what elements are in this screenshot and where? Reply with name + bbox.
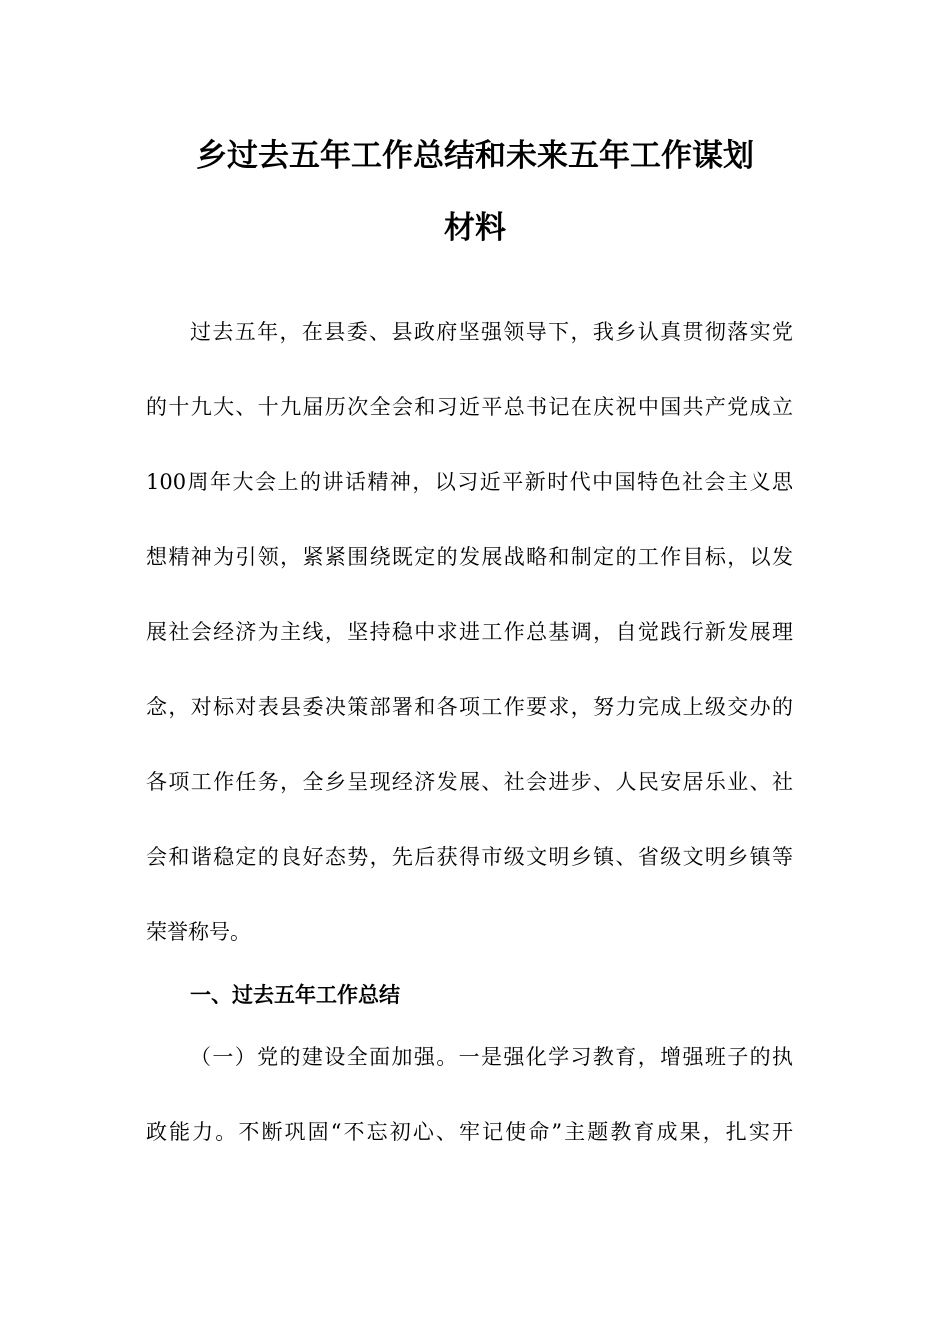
paragraph-1-line-2: 的十九大、十九届历次全会和习近平总书记在庆祝中国共产党成立 <box>146 395 793 419</box>
paragraph-1-line-4: 想精神为引领，紧紧围绕既定的发展战略和制定的工作目标，以发 <box>146 545 793 569</box>
paragraph-1-line-5: 展社会经济为主线，坚持稳中求进工作总基调，自觉践行新发展理 <box>146 620 793 644</box>
paragraph-2-line-2: 政能力。不断巩固“不忘初心、牢记使命”主题教育成果，扎实开 <box>146 1120 793 1144</box>
paragraph-1-line-6: 念，对标对表县委决策部署和各项工作要求，努力完成上级交办的 <box>146 695 793 719</box>
paragraph-1-line-1: 过去五年，在县委、县政府坚强领导下，我乡认真贯彻落实党 <box>190 320 793 344</box>
paragraph-1-line-9: 荣誉称号。 <box>146 920 251 944</box>
paragraph-2-line-1: （一）党的建设全面加强。一是强化学习教育，增强班子的执 <box>190 1045 793 1069</box>
document-title-line-1: 乡过去五年工作总结和未来五年工作谋划 <box>196 138 754 174</box>
paragraph-1-line-8: 会和谐稳定的良好态势，先后获得市级文明乡镇、省级文明乡镇等 <box>146 845 793 869</box>
paragraph-1-line-7: 各项工作任务，全乡呈现经济发展、社会进步、人民安居乐业、社 <box>146 770 793 794</box>
paragraph-1-line-3: 100周年大会上的讲话精神，以习近平新时代中国特色社会主义思 <box>146 470 793 494</box>
section-1-heading: 一、过去五年工作总结 <box>190 983 400 1007</box>
document-title-line-2: 材料 <box>444 210 506 246</box>
